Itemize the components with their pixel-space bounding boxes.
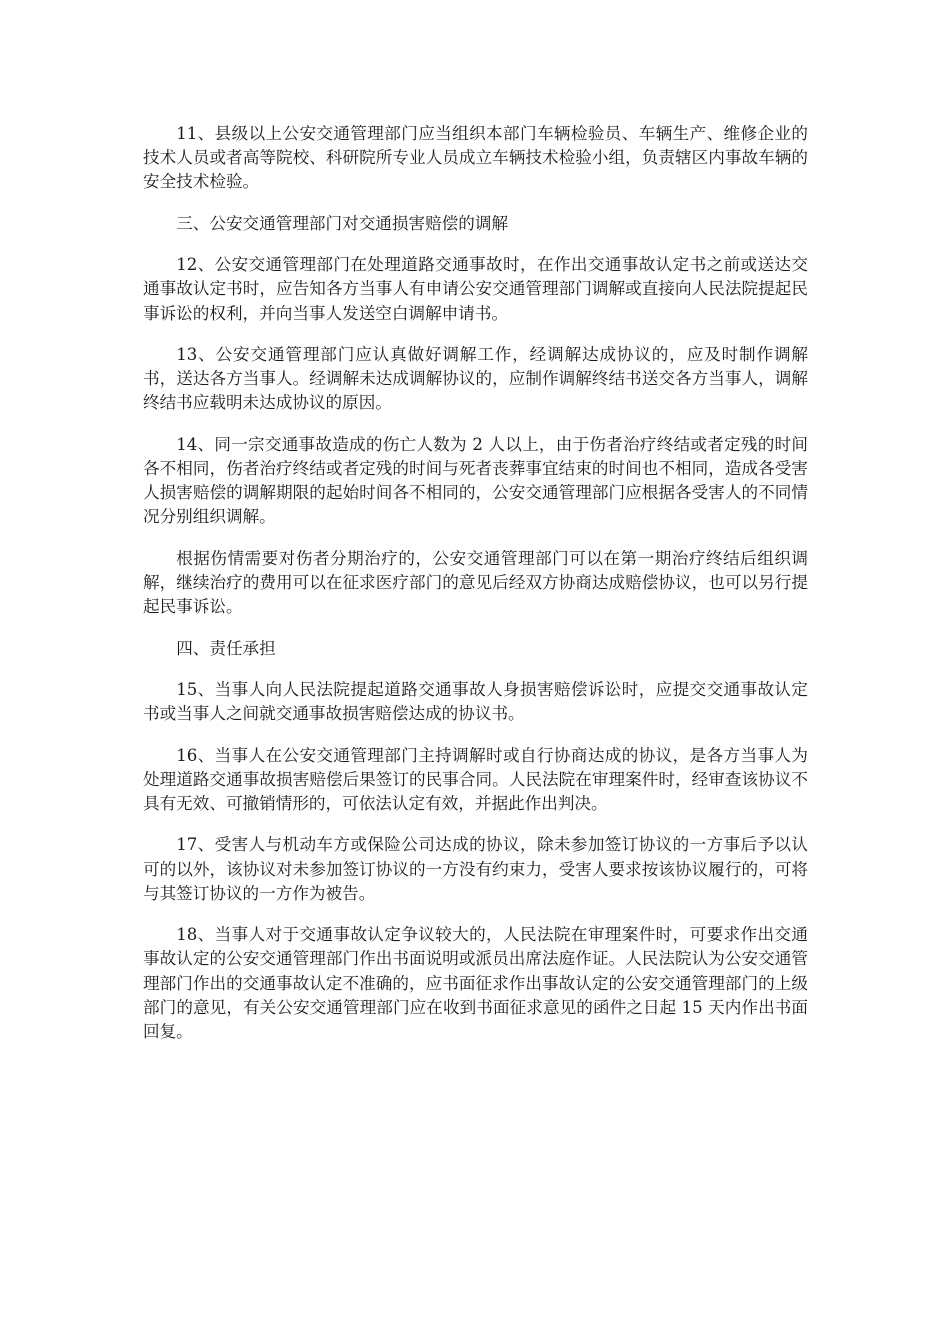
paragraph-13: 13、公安交通管理部门应认真做好调解工作，经调解达成协议的，应及时制作调解书，送达各方当事人。经调解未达成调解协议的，应制作调解终结书送交各方当事人，调解终结书应载明未达成协议的原因。 xyxy=(143,344,808,413)
document-body xyxy=(143,122,808,1061)
paragraph-14-continued: 根据伤情需要对伤者分期治疗的，公安交通管理部门可以在第一期治疗终结后组织调解，继续治疗的费用可以在征求医疗部门的意见后经双方协商达成赔偿协议，也可以另行提起民事诉讼。 xyxy=(143,548,808,617)
paragraph-11: 11、县级以上公安交通管理部门应当组织本部门车辆检验员、车辆生产、维修企业的技术人员或者高等院校、科研院所专业人员成立车辆技术检验小组，负责辖区内事故车辆的安全技术检验。 xyxy=(143,124,808,192)
paragraph-12: 12、公安交通管理部门在处理道路交通事故时，在作出交通事故认定书之前或送达交通事故认定书时，应告知各方当事人有申请公安交通管理部门调解或直接向人民法院提起民事诉讼的权利，并向当事人发送空白调解申请书。 xyxy=(143,255,808,323)
paragraph-14: 14、同一宗交通事故造成的伤亡人数为 2 人以上，由于伤者治疗终结或者定残的时间各不相同，伤者治疗终结或者定残的时间与死者丧葬事宜结束的时间也不相同，造成各受害人损害赔偿的调解期限的起始时间各不相同的，公安交通管理部门应根据各受害人的不同情况分别组织调解。 xyxy=(143,434,808,527)
section-heading-3: 三、公安交通管理部门对交通损害赔偿的调解 xyxy=(176,213,509,233)
paragraph-17: 17、受害人与机动车方或保险公司达成的协议，除未参加签订协议的一方事后予以认可的以外，该协议对未参加签订协议的一方没有约束力，受害人要求按该协议履行的，可将与其签订协议的一方作为被告。 xyxy=(143,835,808,903)
paragraph-16: 16、当事人在公安交通管理部门主持调解时或自行协商达成的协议，是各方当事人为处理道路交通事故损害赔偿后果签订的民事合同。人民法院在审理案件时，经审查该协议不具有无效、可撤销情形的，可依法认定有效，并据此作出判决。 xyxy=(143,745,808,813)
section-heading-4: 四、责任承担 xyxy=(176,638,276,658)
paragraph-15: 15、当事人向人民法院提起道路交通事故人身损害赔偿诉讼时，应提交交通事故认定书或当事人之间就交通事故损害赔偿达成的协议书。 xyxy=(143,679,808,724)
paragraph-18: 18、当事人对于交通事故认定争议较大的，人民法院在审理案件时，可要求作出交通事故认定的公安交通管理部门作出书面说明或派员出席法庭作证。人民法院认为公安交通管理部门作出的交通事故认定不准确的，应书面征求作出事故认定的公安交通管理部门的上级部门的意见，有关公安交通管理部门应在收到书面征求意见的函件之日起 15 天内作出书面回复。 xyxy=(143,925,808,1041)
